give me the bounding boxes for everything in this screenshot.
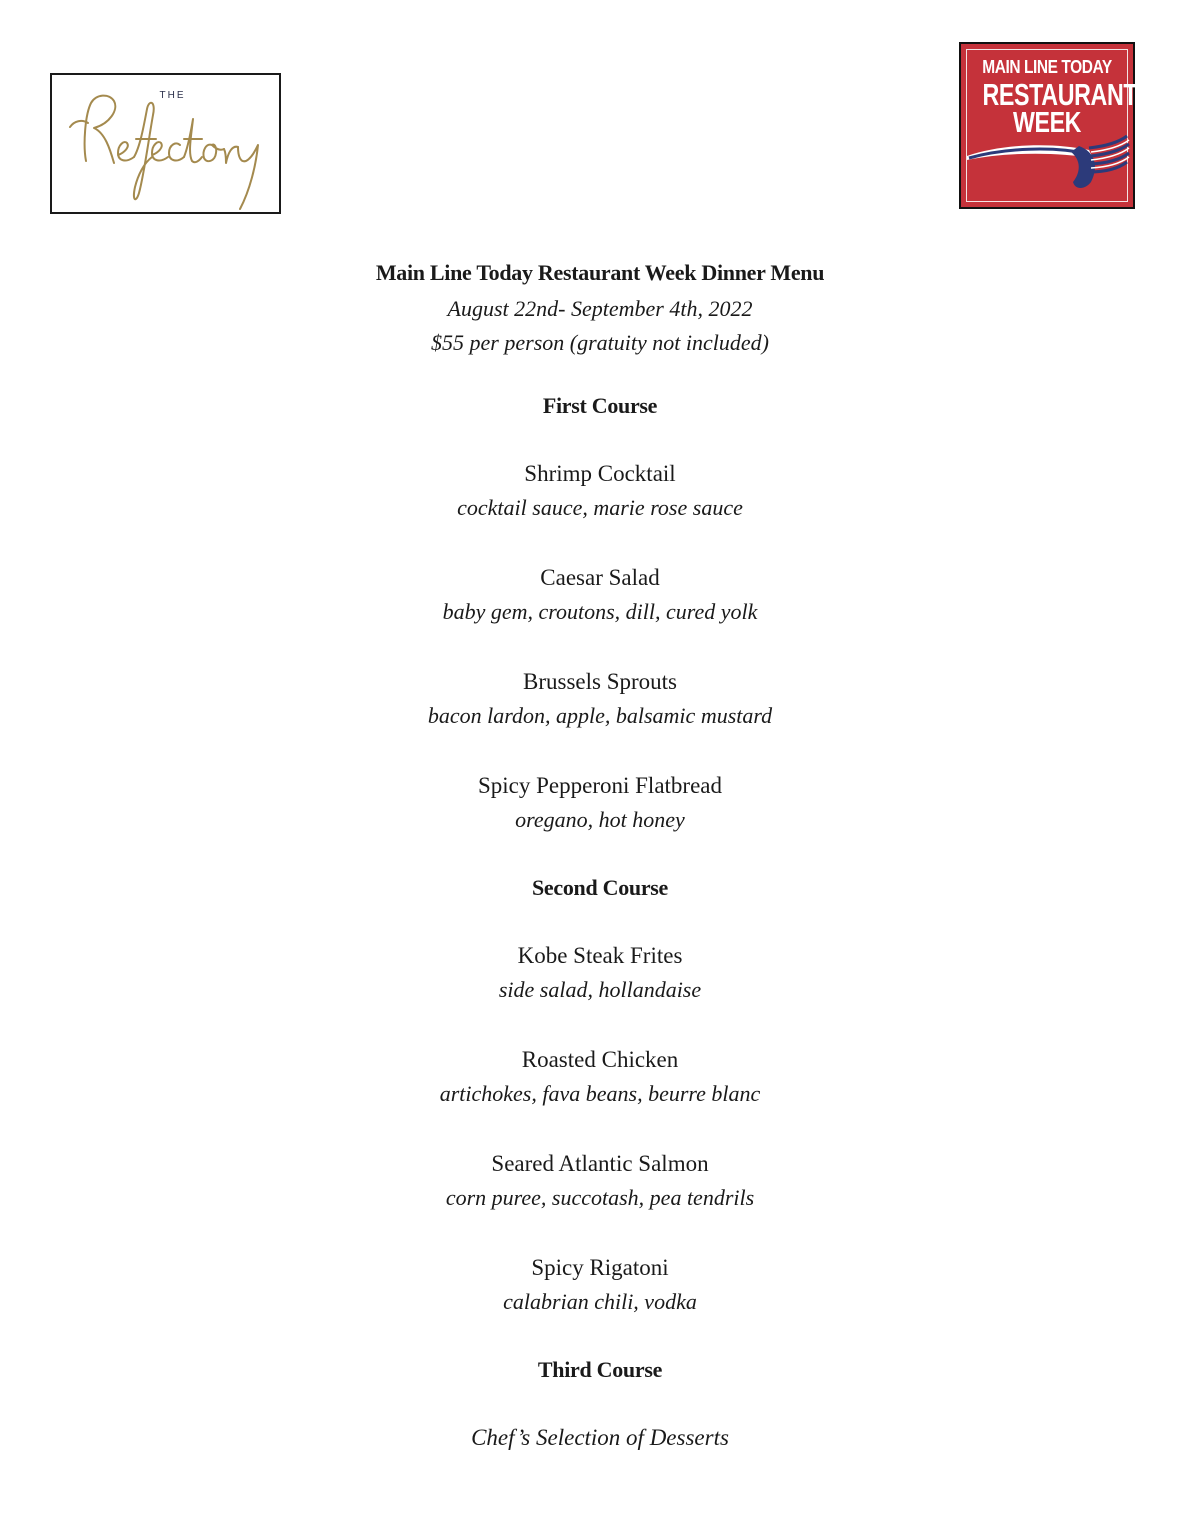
logo-line-2: RESTAURANT bbox=[982, 77, 1138, 112]
course-heading-third: Third Course bbox=[537, 1357, 663, 1382]
dish-description: artichokes, fava beans, beurre blanc bbox=[439, 1081, 761, 1106]
dish-description: side salad, hollandaise bbox=[498, 977, 702, 1002]
menu-dates: August 22nd- September 4th, 2022 bbox=[447, 296, 753, 321]
dish-name: Roasted Chicken bbox=[521, 1047, 679, 1072]
dish-description: corn puree, succotash, pea tendrils bbox=[445, 1185, 755, 1210]
dish-name: Seared Atlantic Salmon bbox=[491, 1151, 709, 1176]
course-heading-first: First Course bbox=[542, 393, 658, 418]
refectory-script-wordmark bbox=[52, 75, 283, 216]
dish-name: Brussels Sprouts bbox=[523, 669, 677, 694]
refectory-logo bbox=[50, 73, 281, 214]
restaurant-week-logo bbox=[959, 42, 1138, 209]
dish-name: Kobe Steak Frites bbox=[517, 943, 683, 968]
dish-description: calabrian chili, vodka bbox=[503, 1289, 697, 1314]
menu bbox=[0, 254, 1200, 1455]
dish-name: Caesar Salad bbox=[540, 565, 660, 590]
logo-line-1: MAIN LINE TODAY bbox=[982, 57, 1112, 77]
dish-description: oregano, hot honey bbox=[515, 807, 685, 832]
dish-description: baby gem, croutons, dill, cured yolk bbox=[442, 599, 758, 624]
fork-icon bbox=[961, 44, 1137, 211]
menu-title: Main Line Today Restaurant Week Dinner Menu bbox=[375, 260, 825, 285]
dish-description: cocktail sauce, marie rose sauce bbox=[457, 495, 743, 520]
dessert-selection: Chef’s Selection of Desserts bbox=[471, 1425, 729, 1450]
logo-line-3: WEEK bbox=[1013, 107, 1081, 139]
dish-description: bacon lardon, apple, balsamic mustard bbox=[427, 703, 773, 728]
dish-name: Spicy Rigatoni bbox=[531, 1255, 669, 1280]
logo-prefix: THE bbox=[159, 90, 186, 101]
dish-name: Spicy Pepperoni Flatbread bbox=[477, 773, 722, 798]
menu-price: $55 per person (gratuity not included) bbox=[431, 330, 769, 355]
course-heading-second: Second Course bbox=[531, 875, 669, 900]
dish-name: Shrimp Cocktail bbox=[524, 461, 676, 486]
